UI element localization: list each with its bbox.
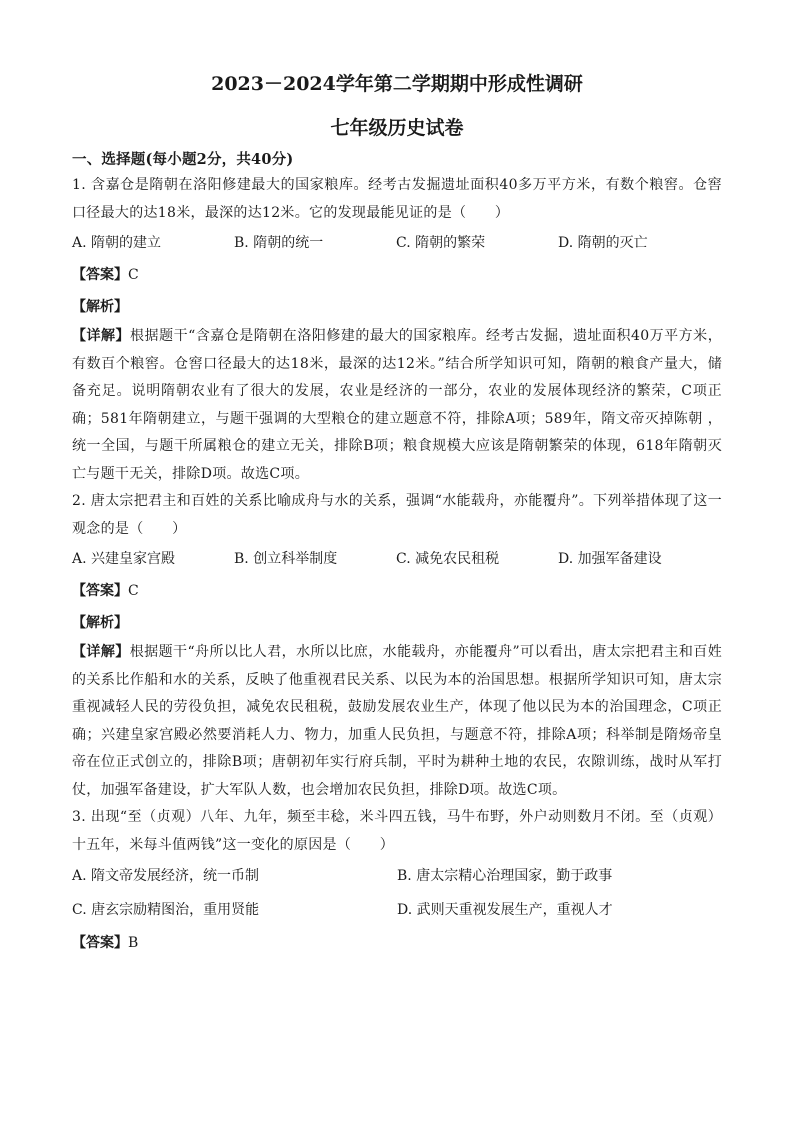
detail-paragraph bbox=[72, 323, 722, 488]
option-d: D. 加强军备建设 bbox=[558, 551, 662, 567]
option-c: C. 隋朝的繁荣 bbox=[396, 235, 486, 251]
analysis-line bbox=[72, 607, 722, 639]
answer-line bbox=[72, 575, 722, 607]
analysis-tag: 【解析】 bbox=[72, 615, 128, 631]
option-c: C. 唐玄宗励精图治，重用贤能 bbox=[72, 902, 260, 918]
options-row bbox=[72, 859, 722, 893]
answer-line bbox=[72, 927, 722, 959]
option-d: D. 武则天重视发展生产，重视人才 bbox=[397, 902, 613, 918]
option-b: B. 隋朝的统一 bbox=[234, 235, 324, 251]
option-c: C. 减免农民租税 bbox=[396, 551, 500, 567]
exam-title: 2023－2024学年第二学期期中形成性调研 bbox=[211, 73, 583, 95]
exam-subtitle: 七年级历史试卷 bbox=[330, 117, 464, 139]
section-heading: 一、选择题(每小题2分，共40分) bbox=[72, 151, 294, 168]
option-a: A. 兴建皇家宫殿 bbox=[72, 551, 176, 567]
answer-tag: 【答案】 bbox=[72, 935, 128, 951]
question-1 bbox=[72, 172, 722, 488]
option-a: A. 隋朝的建立 bbox=[72, 235, 162, 251]
answer-tag: 【答案】 bbox=[72, 267, 128, 283]
option-a: A. 隋文帝发展经济，统一币制 bbox=[72, 868, 260, 884]
answer-tag: 【答案】 bbox=[72, 583, 128, 599]
analysis-tag: 【解析】 bbox=[72, 299, 128, 315]
question-stem: 3. 出现“至（贞观）八年、九年，频至丰稔，米斗四五钱，马牛布野，外户动则数月不闭。至（贞观）十五年，米每斗值两钱”这一变化的原因是（ ） bbox=[72, 809, 722, 853]
question-stem: 2. 唐太宗把君主和百姓的关系比喻成舟与水的关系，强调“水能载舟，亦能覆舟”。下列举措体现了这一观念的是（ ） bbox=[72, 493, 722, 537]
question-2 bbox=[72, 488, 722, 804]
analysis-line bbox=[72, 291, 722, 323]
answer-value: B bbox=[128, 935, 139, 951]
question-3 bbox=[72, 804, 722, 959]
option-d: D. 隋朝的灭亡 bbox=[558, 235, 648, 251]
answer-line bbox=[72, 259, 722, 291]
detail-tag: 【详解】 bbox=[72, 644, 130, 660]
detail-tag: 【详解】 bbox=[72, 328, 131, 344]
answer-value: C bbox=[128, 583, 139, 599]
detail-text: 根据题干“舟所以比人君，水所以比庶，水能载舟，亦能覆舟”可以看出，唐太宗把君主和百姓的关系比作船和水的关系，反映了他重视君民关系、以民为本的治国思想。根据所学知识可知，唐太宗重视减轻人民的劳役负担，减免农民租税，鼓励发展农业生产，体现了他以民为本的治国理念，C项正确；兴建皇家宫殿必然要消耗人力、物力，加重人民负担，与题意不符，排除A项；科举制是隋炀帝皇帝在位正式创立的，排除B项；唐朝初年实行府兵制，平时为耕种土地的农民，农隙训练，战时从军打仗，加强军备建设，扩大军队人数，也会增加农民负担，排除D项。故选C项。 bbox=[72, 644, 722, 798]
option-b: B. 创立科举制度 bbox=[234, 551, 338, 567]
question-stem: 1. 含嘉仓是隋朝在洛阳修建最大的国家粮库。经考古发掘遗址面积40多万平方米，有数个粮窖。仓窖口径最大的达18米，最深的达12米。它的发现最能见证的是（ ） bbox=[72, 177, 722, 221]
exam-page bbox=[72, 68, 722, 959]
options-row bbox=[72, 543, 722, 575]
options-row bbox=[72, 893, 722, 927]
options-row bbox=[72, 227, 722, 259]
answer-value: C bbox=[128, 267, 139, 283]
detail-paragraph bbox=[72, 639, 722, 804]
detail-text: 根据题干“含嘉仓是隋朝在洛阳修建的最大的国家粮库。经考古发掘，遗址面积40万平方米，有数百个粮窖。仓窖口径最大的达18米，最深的达12米。”结合所学知识可知，隋朝的粮食产量大，储备充足。说明隋朝农业有了很大的发展，农业是经济的一部分，农业的发展体现经济的繁荣，C项正确；581年隋朝建立，与题干强调的大型粮仓的建立题意不符，排除A项；589年，隋文帝灭掉陈朝 ，统一全国，与题干所属粮仓的建立无关，排除B项；粮食规模大应该是隋朝繁荣的体现，618年隋朝灭亡与题干无关，排除D项。故选C项。 bbox=[72, 328, 722, 482]
option-b: B. 唐太宗精心治理国家，勤于政事 bbox=[397, 868, 613, 884]
